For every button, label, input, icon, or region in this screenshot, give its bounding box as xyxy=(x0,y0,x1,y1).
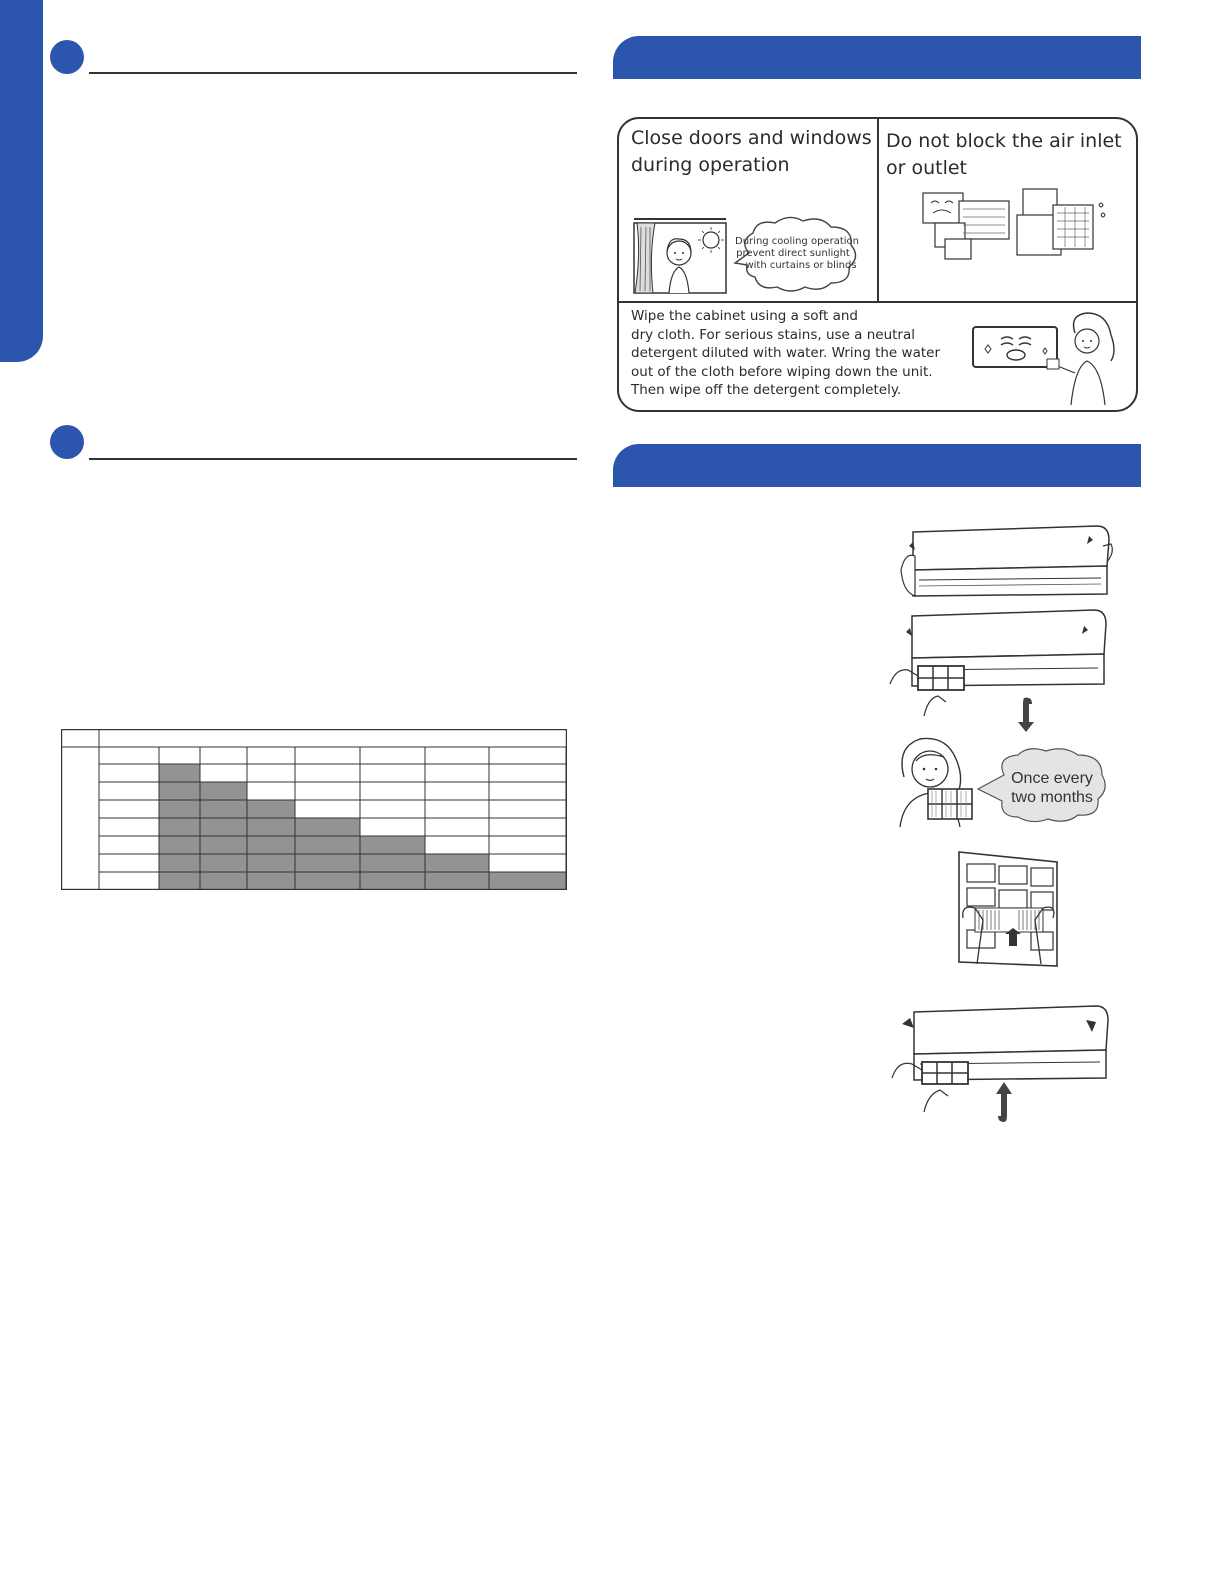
grid-cell-shaded xyxy=(200,818,247,836)
grid-cell-empty xyxy=(200,764,247,782)
grid-header-span-cell xyxy=(99,729,567,747)
staircase-grid-table xyxy=(61,729,567,890)
grid-cell-empty xyxy=(360,800,425,818)
grid-cell-empty xyxy=(489,800,566,818)
grid-cell-shaded xyxy=(295,872,360,890)
grid-cell-shaded xyxy=(159,836,200,854)
grid-cell-empty xyxy=(360,764,425,782)
filter-step-2-remove-filter xyxy=(888,606,1114,718)
grid-top-left-cell xyxy=(61,729,99,747)
grid-cell-shaded xyxy=(247,818,295,836)
grid-cell-empty xyxy=(489,836,566,854)
grid-cell-shaded xyxy=(247,800,295,818)
grid-cell-shaded xyxy=(360,872,425,890)
filter-step-4-reinsert-filter xyxy=(890,1002,1114,1122)
grid-cell-shaded xyxy=(425,854,489,872)
grid-row-label-cell xyxy=(99,782,159,800)
close-doors-title: Close doors and windows during operation xyxy=(631,127,872,176)
arrow-down-icon xyxy=(1016,696,1038,734)
filter-cleaning-illustration xyxy=(953,846,1065,970)
grid-column-header-cell xyxy=(200,747,247,764)
grid-row-label-cell xyxy=(99,836,159,854)
interval-speech-bubble xyxy=(974,745,1112,827)
grid-cell-shaded xyxy=(247,836,295,854)
section-1-bullet xyxy=(50,40,84,74)
grid-column-header-cell xyxy=(360,747,425,764)
grid-cell-shaded xyxy=(295,818,360,836)
interval-bubble-line-1: Once every xyxy=(1011,770,1093,787)
grid-cell-empty xyxy=(425,764,489,782)
grid-corner-cell xyxy=(99,747,159,764)
grid-cell-empty xyxy=(489,854,566,872)
grid-cell-shaded xyxy=(159,782,200,800)
grid-cell-shaded xyxy=(200,854,247,872)
interval-bubble-line-2: two months xyxy=(1011,789,1093,806)
grid-cell-shaded xyxy=(295,854,360,872)
grid-cell-empty xyxy=(360,782,425,800)
grid-cell-empty xyxy=(425,782,489,800)
grid-row-label-cell xyxy=(99,872,159,890)
grid-cell-shaded xyxy=(247,872,295,890)
grid-column-header-cell xyxy=(159,747,200,764)
grid-cell-shaded xyxy=(159,818,200,836)
grid-cell-empty xyxy=(360,818,425,836)
grid-cell-shaded xyxy=(489,872,566,890)
grid-cell-shaded xyxy=(295,836,360,854)
section-2-rule xyxy=(89,458,577,460)
wipe-cabinet-text: Wipe the cabinet using a soft and dry cloth. For serious stains, use a neutral detergent diluted with water. Wring the water out of the cloth before wiping down the unit. Then wipe off the detergent completely. xyxy=(631,308,940,399)
grid-cell-shaded xyxy=(159,764,200,782)
grid-cell-empty xyxy=(489,818,566,836)
sunlight-bubble-line-2: prevent direct sunlight xyxy=(736,248,850,259)
grid-cell-shaded xyxy=(159,800,200,818)
grid-column-header-cell xyxy=(425,747,489,764)
grid-cell-empty xyxy=(425,800,489,818)
window-sunlight-illustration xyxy=(631,215,731,297)
sunlight-bubble-line-1: During cooling operation xyxy=(735,236,859,247)
tips-horizontal-divider xyxy=(619,301,1136,303)
girl-holding-filter-illustration xyxy=(894,733,976,829)
grid-cell-empty xyxy=(295,782,360,800)
grid-cell-shaded xyxy=(425,872,489,890)
grid-cell-shaded xyxy=(200,872,247,890)
grid-column-header-cell xyxy=(489,747,566,764)
section-1-rule xyxy=(89,72,577,74)
grid-cell-shaded xyxy=(360,854,425,872)
grid-cell-shaded xyxy=(360,836,425,854)
grid-cell-shaded xyxy=(200,800,247,818)
grid-cell-empty xyxy=(489,782,566,800)
grid-cell-empty xyxy=(247,764,295,782)
blocked-inlet-illustration xyxy=(915,185,1115,263)
grid-column-header-cell xyxy=(295,747,360,764)
tips-banner xyxy=(613,36,1141,79)
sunlight-bubble-line-3: with curtains or blinds xyxy=(745,260,857,271)
grid-cell-shaded xyxy=(247,854,295,872)
grid-cell-shaded xyxy=(200,836,247,854)
grid-cell-empty xyxy=(295,800,360,818)
grid-cell-empty xyxy=(295,764,360,782)
grid-row-label-cell xyxy=(99,764,159,782)
grid-row-label-cell xyxy=(99,854,159,872)
grid-cell-shaded xyxy=(159,854,200,872)
filter-step-1-open-panel xyxy=(893,522,1115,602)
side-edge-tab xyxy=(0,0,43,362)
grid-cell-empty xyxy=(425,836,489,854)
grid-row-label-cell xyxy=(99,818,159,836)
grid-cell-empty xyxy=(489,764,566,782)
grid-left-span-cell xyxy=(61,747,99,890)
grid-row-label-cell xyxy=(99,800,159,818)
tips-box xyxy=(617,117,1138,412)
grid-cell-shaded xyxy=(159,872,200,890)
grid-column-header-cell xyxy=(247,747,295,764)
wipe-cabinet-illustration xyxy=(971,311,1133,407)
tips-vertical-divider xyxy=(877,119,879,302)
grid-cell-shaded xyxy=(200,782,247,800)
no-block-title: Do not block the air inlet or outlet xyxy=(886,130,1122,179)
grid-cell-empty xyxy=(247,782,295,800)
filter-banner xyxy=(613,444,1141,487)
sunlight-speech-bubble xyxy=(731,213,861,295)
section-2-bullet xyxy=(50,425,84,459)
grid-cell-empty xyxy=(425,818,489,836)
